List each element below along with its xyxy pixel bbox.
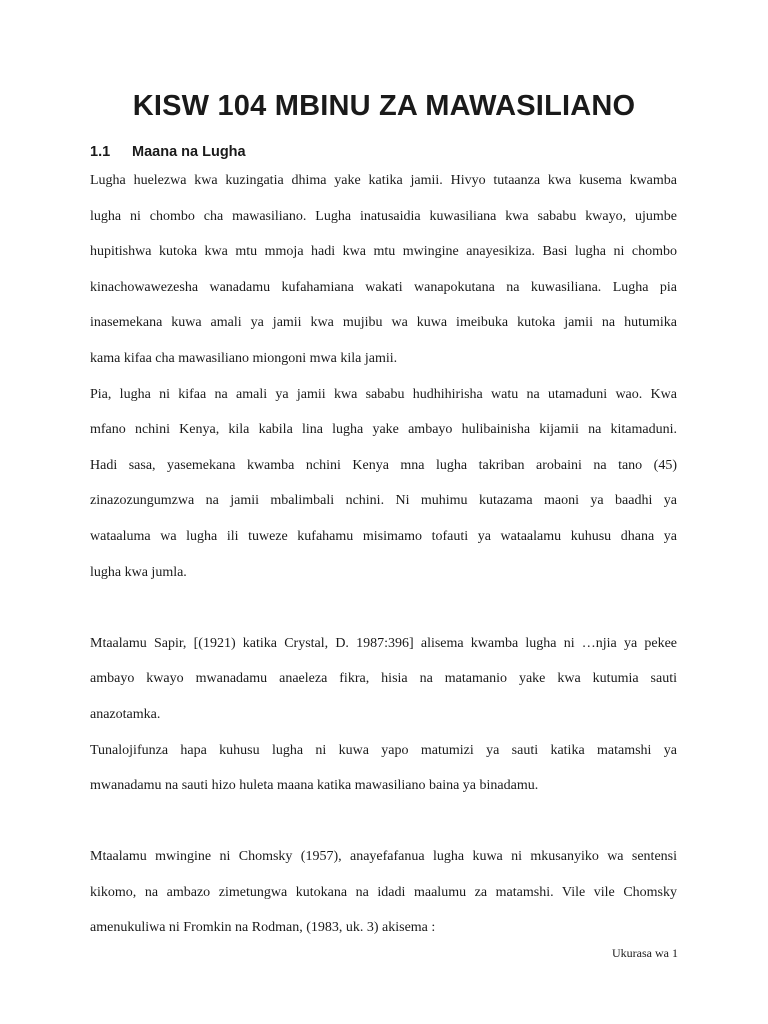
text-line: wataaluma wa lugha ili tuweze kufahamu misimamo tofauti ya wataalamu kuhusu dhana ya <box>90 528 677 544</box>
text-line: Pia, lugha ni kifaa na amali ya jamii kwa sababu hudhihirisha watu na utamaduni wao. Kwa <box>90 386 677 402</box>
paragraph-3 <box>90 626 677 733</box>
text-line: lugha ni chombo cha mawasiliano. Lugha inatusaidia kuwasiliana kwa sababu kwayo, ujumbe <box>90 208 677 224</box>
text-line: Mtaalamu Sapir, [(1921) katika Crystal, D. 1987:396] alisema kwamba lugha ni …njia ya pekee <box>90 635 677 651</box>
text-line: zinazozungumzwa na jamii mbalimbali nchini. Ni muhimu kutazama maoni ya baadhi ya <box>90 493 677 509</box>
section-title: Maana na Lugha <box>132 144 246 160</box>
text-line: Lugha huelezwa kwa kuzingatia dhima yake katika jamii. Hivyo tutaanza kwa kusema kwamba <box>90 173 677 188</box>
section-heading <box>90 144 246 160</box>
text-line: mfano nchini Kenya, kila kabila lina lugha yake ambayo hulibainisha kijamii na kitamaduni. <box>90 422 677 438</box>
paragraph-spacer <box>90 590 677 626</box>
text-line: Mtaalamu mwingine ni Chomsky (1957), anayefafanua lugha kuwa ni mkusanyiko wa sentensi <box>90 849 677 865</box>
paragraph-5 <box>90 839 677 946</box>
text-line: mwanadamu na sauti hizo huleta maana katika mawasiliano baina ya binadamu. <box>90 778 539 794</box>
text-line: kikomo, na ambazo zimetungwa kutokana na idadi maalumu za matamshi. Vile vile Chomsky <box>90 884 677 900</box>
paragraph-spacer <box>90 804 677 840</box>
paragraph-4 <box>90 733 677 804</box>
text-line: inasemekana kuwa amali ya jamii kwa mujibu wa kuwa imeibuka kutoka jamii na hutumika <box>90 315 677 331</box>
text-line: ambayo kwayo mwanadamu anaeleza fikra, hisia na matamanio yake kwa kutumia sauti <box>90 671 677 687</box>
document-body <box>90 163 677 946</box>
text-line: kama kifaa cha mawasiliano miongoni mwa kila jamii. <box>90 350 398 366</box>
section-number: 1.1 <box>90 144 111 160</box>
document-title: KISW 104 MBINU ZA MAWASILIANO <box>132 90 636 122</box>
text-line: kinachowawezesha wanadamu kufahamiana wakati wanapokutana na kuwasiliana. Lugha pia <box>90 279 677 295</box>
text-line: anazotamka. <box>90 706 161 722</box>
paragraph-2 <box>90 377 677 591</box>
text-line: lugha kwa jumla. <box>90 564 187 580</box>
text-line: Tunalojifunza hapa kuhusu lugha ni kuwa yapo matumizi ya sauti katika matamshi ya <box>90 742 677 758</box>
text-line: amenukuliwa ni Fromkin na Rodman, (1983, uk. 3) akisema : <box>90 920 436 936</box>
text-line: hupitishwa kutoka kwa mtu mmoja hadi kwa mtu mwingine anayesikiza. Basi lugha ni chombo <box>90 244 677 260</box>
paragraph-1 <box>90 163 677 377</box>
page-number-footer: Ukurasa wa 1 <box>612 946 678 960</box>
text-line: Hadi sasa, yasemekana kwamba nchini Kenya mna lugha takriban arobaini na tano (45) <box>90 457 677 473</box>
